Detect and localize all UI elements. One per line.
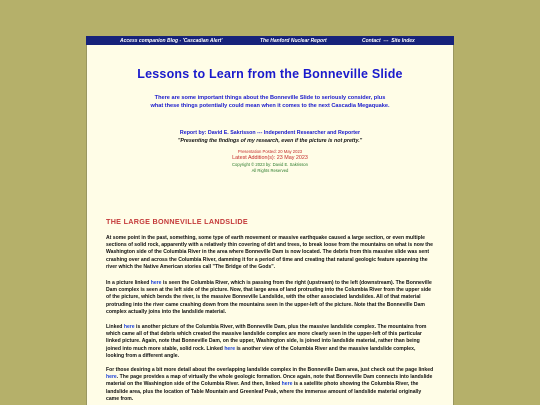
p4-text-b: . The page provides a map of virtually the whole geologic formation. Once again, note that Bonneville Dam connects into landslide material on the Washington side of the Columbia River. And then, linked [106,374,433,388]
posted-date: Presentation Posted: 20 May 2023 [237,149,303,154]
map-page-link[interactable]: here [106,374,117,381]
picture-link[interactable]: here [150,280,162,286]
intro-line-2: what these things potentially could mean when it comes to the next Cascadia Megaquake. [150,103,390,109]
intro-line-1: There are some important things about the Bonneville Slide to seriously consider, plus [154,95,386,101]
date-info [0,149,540,174]
p3-text-a: Linked [106,324,124,330]
p3-text-b: is another picture of the Columbia River, with Bonneville Dam, plus the massive landslide complex. The mountains from which came all of that debris which created the massive landslide complex are more clearly seen in the upper-left of this particular linked picture. Again, note that Bonneville Dam, on the upper, Washington side, is joined into landslide material, rather than being joined into much more stable, solid rock. Linked [106,324,427,352]
site-index-link[interactable]: Site Index [391,37,415,44]
p4-text-c: is a satellite photo showing the Columbia River, the landslide area, plus the location of Table Mountain and Greenleaf Peak, where the immense amount of landslide material originally came from. [106,381,422,402]
author-byline: Report by: David E. Sakrisson --- Independent Researcher and Reporter [179,130,361,136]
paragraph-3 [106,324,434,360]
paragraph-1: At some point in the past, something, some type of earth movement or massive earthquake caused a large section, or even multiple sections of solid rock, apparently with a relatively thin covering of dirt and trees, to break loose from the mountains on what is now the Washington side of the Columbia River in the area where Bonneville Dam is now located. The debris from this massive slide was sent crashing over and across the Columbia River, damming it for a period of time and creating that natural geologic feature spanning the river which the Native American stories call "The Bridge of the Gods". [106,235,433,270]
page-title: Lessons to Learn from the Bonneville Slide [137,67,403,81]
hanford-report-link[interactable]: The Hanford Nuclear Report [260,37,327,44]
top-nav-bar [86,36,454,45]
blog-link[interactable]: Access companion Blog - 'Cascadian Alert' [120,37,223,44]
satellite-photo-link[interactable]: here [281,381,293,388]
p2-text-a: In a picture linked [106,280,151,286]
intro-text [0,94,540,110]
section-heading: THE LARGE BONNEVILLE LANDSLIDE [106,217,248,226]
p3-text-c: is another view of the Columbia River and the massive landslide complex, looking from a different angle. [106,345,416,359]
copyright-notice: Copyright © 2023 by: David E. Sakrisson [232,161,308,167]
latest-additions-date: Latest Addition(s): 23 May 2023 [232,155,308,161]
author-quote: "Presenting the findings of my research, even if the picture is not pretty." [177,138,363,144]
nav-separator: --- [383,37,389,44]
picture-link-3[interactable]: here [224,345,236,352]
p2-text-b: is seen the Columbia River, which is passing from the right (upstream) to the left (downstream). The Bonneville Dam complex is seen at the left side of the picture. Now, that large area of land protruding into the Columbia River from the upper side of the picture, which bends the river, is the massive Bonneville Landslide, with the other associated landslides. All of that material protruding into the river came crashing down from the mountains seen in the upper-left of the picture. Note that the Bonneville Dam complex actually joins into the landslide material. [106,280,432,315]
picture-link-2[interactable]: here [123,324,135,330]
contact-link[interactable]: Contact [362,37,381,44]
rights-notice: All Rights Reserved [251,167,289,173]
paragraph-4 [106,367,434,403]
p4-text-a: For those desiring a bit more detail about the overlapping landslide complex in the Bonneville Dam area, just check out the page linked [106,367,434,373]
paragraph-2 [106,280,434,316]
report-byline [0,129,540,145]
